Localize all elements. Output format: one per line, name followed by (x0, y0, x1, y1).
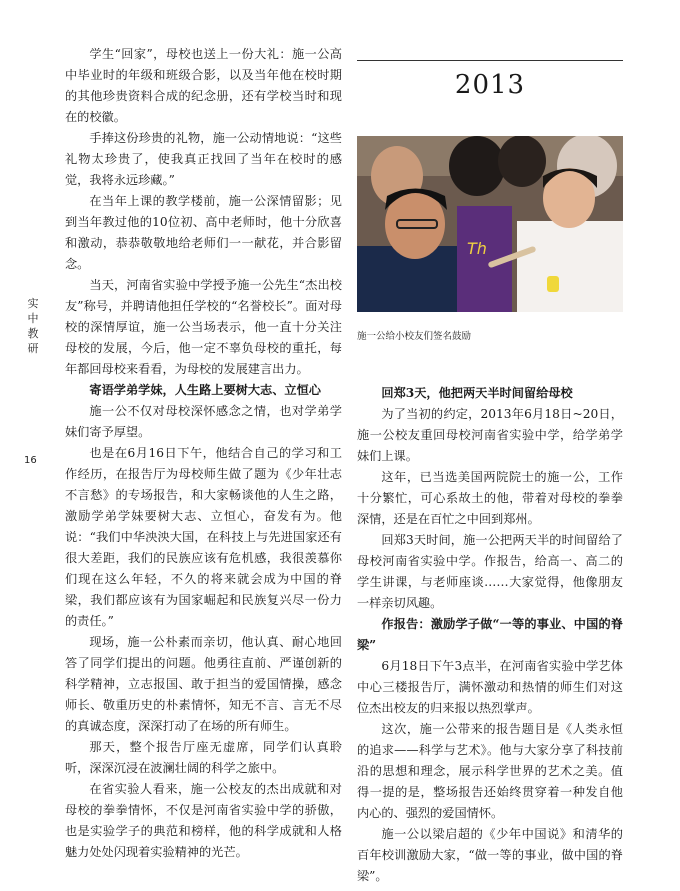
body-paragraph: 现场，施一公朴素而亲切，他认真、耐心地回答了同学们提出的问题。他勇往直前、严谨创新的科学精神，立志报国、敢于担当的爱国情操，感念师长、敬重历史的朴素情怀，知无不言、言无不尽的真诚态度，深深打动了在场的所有师生。 (65, 635, 342, 733)
body-paragraph: 当天，河南省实验中学授予施一公先生“杰出校友”称号，并聘请他担任学校的“名誉校长”。面对母校的深情厚谊，施一公当场表示，他一直十分关注母校的发展，今后，他一定不辜负母校的重托，每年都回母校来看看，为母校的发展建言出力。 (65, 278, 342, 376)
body-paragraph: 那天，整个报告厅座无虚席，同学们认真聆听，深深沉浸在波澜壮阔的科学之旅中。 (65, 740, 342, 775)
right-column (357, 383, 623, 887)
section-heading: 作报告：激励学子做“一等的事业、中国的脊梁” (357, 617, 623, 652)
body-paragraph: 为了当初的约定，2013年6月18日~20日，施一公校友重回母校河南省实验中学，给学弟学妹们上课。 (357, 407, 623, 463)
photo-caption: 施一公给小校友们签名鼓励 (357, 331, 472, 342)
section-heading: 寄语学弟学妹，人生路上要树大志、立恒心 (89, 383, 321, 397)
body-paragraph: 也是在6月16日下午，他结合自己的学习和工作经历，在报告厅为母校师生做了题为《少年壮志不言愁》的专场报告，和大家畅谈他的人生之路，激励学弟学妹要树大志、立恒心，奋发有为。他说：“我们中华泱泱大国，在科技上与先进国家还有很大差距，我们的民族应该有危机感，我很羡慕你们现在这么年轻，不久的将来就会成为中国的脊梁，我们都应该有为国家崛起和民族复兴尽一份力的责任。” (65, 446, 342, 628)
body-paragraph: 施一公不仅对母校深怀感念之情，也对学弟学妹们寄予厚望。 (65, 404, 342, 439)
svg-text:Th: Th (467, 239, 487, 258)
body-paragraph: 学生“回家”，母校也送上一份大礼：施一公高中毕业时的年级和班级合影，以及当年他在校时期的其他珍贵资料合成的纪念册，还有学校当时和现在的校徽。 (65, 47, 342, 124)
body-paragraph: 6月18日下午3点半，在河南省实验中学艺体中心三楼报告厅，满怀激动和热情的师生们对这位杰出校友的归来报以热烈掌声。 (357, 659, 623, 715)
section-label: 实中教研 (27, 297, 39, 355)
body-paragraph: 在省实验人看来，施一公校友的杰出成就和对母校的拳拳情怀，不仅是河南省实验中学的骄傲，也是实验学子的典范和榜样，他的科学成就和人格魅力处处闪现着实验精神的光芒。 (65, 782, 342, 859)
body-paragraph: 这次，施一公带来的报告题目是《人类永恒的追求——科学与艺术》。他与大家分享了科技前沿的思想和理念，展示科学世界的艺术之美。值得一提的是，整场报告还始终贯穿着一种发自他内心的、强烈的爱国情怀。 (357, 722, 623, 820)
photo-signing (357, 136, 623, 312)
body-paragraph: 施一公以梁启超的《少年中国说》和清华的百年校训激励大家，“做一等的事业，做中国的脊梁”。 (357, 827, 623, 883)
section-heading: 回郑3天，他把两天半时间留给母校 (381, 386, 573, 400)
top-rule (357, 60, 623, 61)
page-number: 16 (24, 455, 37, 466)
body-paragraph: 手捧这份珍贵的礼物，施一公动情地说：“这些礼物太珍贵了，使我真正找回了当年在校时的感觉，我将永远珍藏。” (65, 131, 342, 187)
body-paragraph: 回郑3天时间，施一公把两天半的时间留给了母校河南省实验中学。作报告，给高一、高二的学生讲课，与老师座谈……大家觉得，他像朋友一样亲切风趣。 (357, 533, 623, 610)
year-heading: 2013 (454, 70, 526, 100)
left-column (65, 44, 342, 863)
body-paragraph: 在当年上课的教学楼前，施一公深情留影；见到当年教过他的10位初、高中老师时，他十分欣喜和激动，恭恭敬敬地给老师们一一献花，并合影留念。 (65, 194, 342, 271)
body-paragraph: 这年，已当选美国两院院士的施一公，工作十分繁忙，可心系故土的他，带着对母校的拳拳深情，还是在百忙之中回到郑州。 (357, 470, 623, 526)
